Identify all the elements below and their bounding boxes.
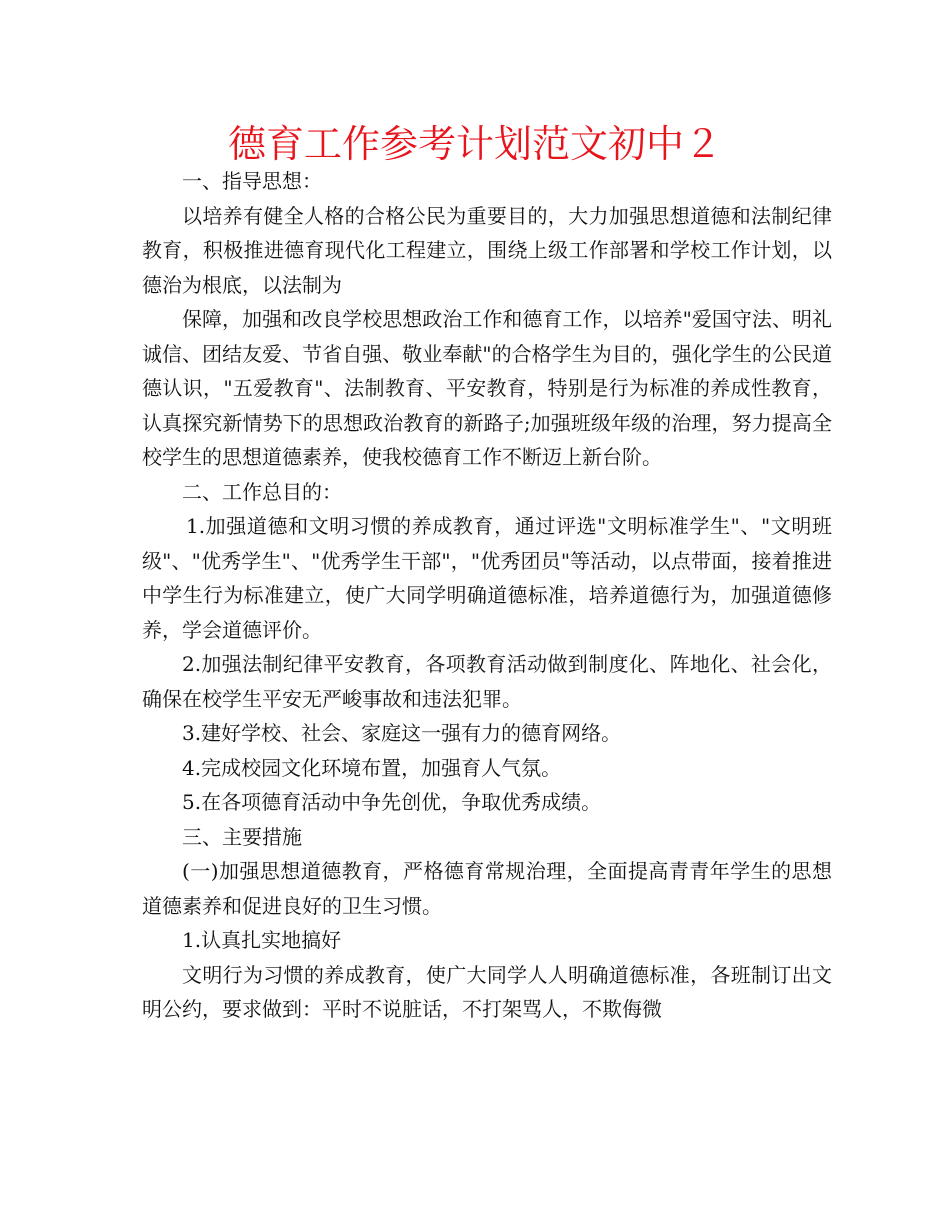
paragraph-goal-3: 3.建好学校、社会、家庭这一强有力的德育网络。 [182, 721, 622, 745]
paragraph-heading-main-measures: 三、主要措施 [182, 824, 302, 849]
paragraph: 保障，加强和改良学校思想政治工作和德育工作，以培养"爱国守法、明礼诚信、团结友爱、节省自强、敬业奉献"的合格学生为目的，强化学生的公民道德认识，"五爱教育"、法制教育、平安教育，特别是行为标准的养成性教育，认真探究新情势下的思想政治教育的新路子;加强班级年级的治理，努力提高全校学生的思想道德素养，使我校德育工作不断迈上新台阶。 [142, 307, 832, 469]
document-body [142, 164, 832, 1027]
paragraph-goal-2: 2.加强法制纪律平安教育，各项教育活动做到制度化、阵地化、社会化，确保在校学生平安无严峻事故和违法犯罪。 [142, 652, 832, 711]
paragraph: 以培养有健全人格的合格公民为重要目的，大力加强思想道德和法制纪律教育，积极推进德育现代化工程建立，围绕上级工作部署和学校工作计划，以德治为根底，以法制为 [142, 203, 832, 297]
paragraph-heading-overall-goals: 二、工作总目的： [182, 479, 342, 504]
paragraph-heading-guiding-thought: 一、指导思想： [182, 169, 322, 193]
paragraph-goal-4: 4.完成校园文化环境布置，加强育人气氛。 [182, 755, 562, 780]
paragraph-subheading: 1.认真扎实地搞好 [182, 928, 342, 952]
paragraph-measure-1: (一)加强思想道德教育，严格德育常规治理，全面提高青青年学生的思想道德素养和促进良好的卫生习惯。 [142, 859, 832, 918]
document-title: 德育工作参考计划范文初中２ [227, 122, 722, 166]
paragraph-goal-5: 5.在各项德育活动中争先创优，争取优秀成绩。 [182, 790, 602, 814]
paragraph-goal-1: 1.加强道德和文明习惯的养成教育，通过评选"文明标准学生"、"文明班级"、"优秀学生"、"优秀学生干部"，"优秀团员"等活动，以点带面，接着推进中学生行为标准建立，使广大同学明确道德标准，培养道德行为，加强道德修养，学会道德评价。 [142, 514, 832, 642]
paragraph: 文明行为习惯的养成教育，使广大同学人人明确道德标准，各班制订出文明公约，要求做到：平时不说脏话，不打架骂人，不欺侮微 [142, 962, 832, 1021]
